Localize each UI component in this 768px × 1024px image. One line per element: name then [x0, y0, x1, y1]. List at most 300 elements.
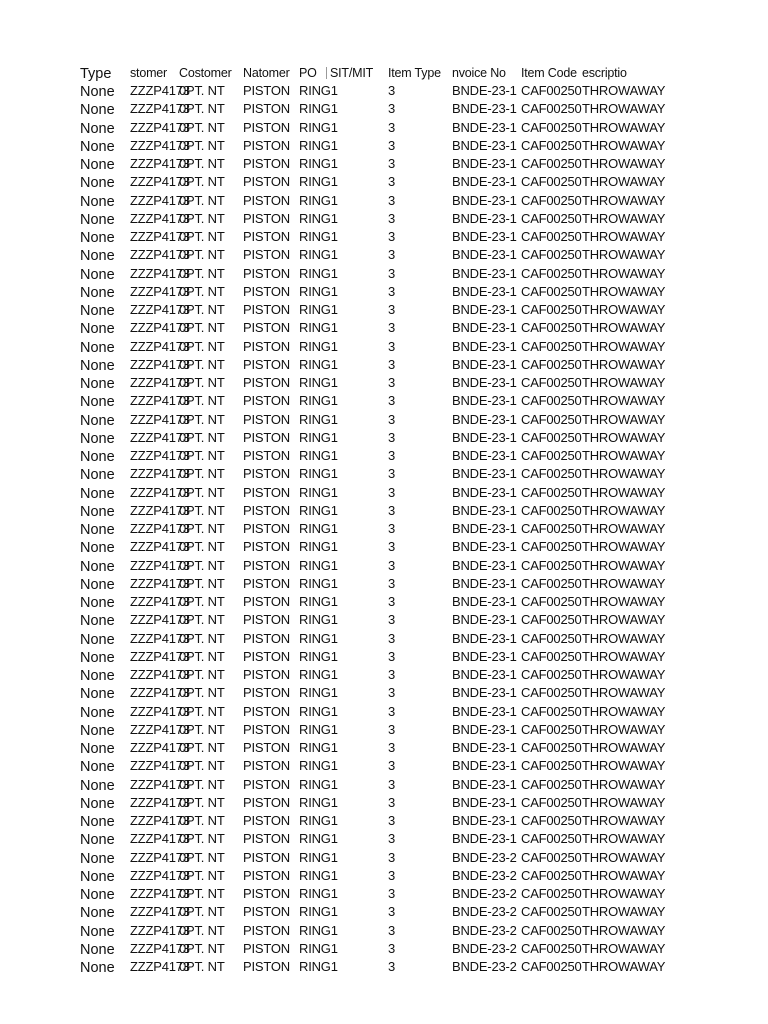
cell-name: PISTON — [243, 630, 290, 646]
cell-customer: ZZZP4173 — [130, 940, 190, 956]
cell-item-code: CAF00250 — [521, 849, 582, 865]
cell-invoice-no: BNDE-23-1 — [452, 539, 517, 555]
cell-po: RING1 — [299, 283, 338, 299]
cell-customer-2: 0PT. NT — [179, 429, 225, 445]
cell-item-type: 3 — [388, 302, 396, 317]
cell-type: None — [80, 814, 115, 830]
cell-item-type: 3 — [388, 375, 396, 390]
cell-type: None — [80, 394, 115, 411]
table-row — [0, 301, 768, 319]
cell-customer-2: 0PT. NT — [179, 940, 225, 956]
cell-sit-mit — [330, 630, 388, 648]
cell-item-type: 3 — [388, 721, 396, 737]
cell-sit-mit — [330, 648, 388, 666]
table-row — [0, 210, 768, 228]
cell-name: PISTON — [243, 904, 290, 920]
cell-sit-mit — [330, 867, 388, 885]
cell-name: PISTON — [243, 411, 290, 427]
cell-po: RING1 — [299, 758, 338, 774]
cell-item-code: CAF00250 — [521, 813, 582, 828]
cell-item-type: 3 — [388, 101, 396, 117]
table-row — [0, 484, 768, 502]
cell-customer-2: 0PT. NT — [179, 849, 225, 865]
cell-customer-2: 0PT. NT — [179, 521, 225, 536]
cell-item-type: 3 — [388, 940, 396, 956]
cell-item-code: CAF00250 — [521, 484, 582, 500]
cell-item-type: 3 — [388, 776, 396, 792]
cell-item-code: CAF00250 — [521, 940, 582, 956]
table-row — [0, 739, 768, 757]
cell-name: PISTON — [243, 721, 290, 737]
cell-item-type: 3 — [388, 849, 396, 865]
cell-description: THROWAWAY — [582, 502, 666, 518]
cell-item-type: 3 — [388, 594, 396, 609]
cell-invoice-no: BNDE-23-1 — [452, 575, 517, 591]
cell-name: PISTON — [243, 338, 290, 354]
cell-item-code: CAF00250 — [521, 758, 582, 774]
header-customer: stomer — [130, 66, 168, 80]
cell-customer: ZZZP4173 — [130, 119, 190, 135]
cell-customer: ZZZP4173 — [130, 648, 190, 664]
cell-item-type: 3 — [388, 502, 396, 518]
table-row — [0, 374, 768, 392]
cell-description: THROWAWAY — [582, 904, 666, 920]
cell-customer: ZZZP4173 — [130, 758, 190, 774]
cell-customer-2: 0PT. NT — [179, 393, 225, 409]
table-row — [0, 319, 768, 337]
cell-customer-2: 0PT. NT — [179, 813, 225, 828]
cell-name: PISTON — [243, 703, 290, 719]
cell-description: THROWAWAY — [582, 813, 666, 828]
cell-customer-2: 0PT. NT — [179, 119, 225, 135]
cell-item-type: 3 — [388, 539, 396, 555]
cell-invoice-no: BNDE-23-1 — [452, 283, 517, 299]
cell-type: None — [80, 412, 115, 429]
cell-customer: ZZZP4173 — [130, 229, 190, 244]
cell-item-type: 3 — [388, 922, 396, 938]
cell-sit-mit — [330, 885, 388, 903]
cell-customer: ZZZP4173 — [130, 904, 190, 920]
cell-item-code: CAF00250 — [521, 776, 582, 792]
cell-invoice-no: BNDE-23-1 — [452, 119, 517, 135]
cell-customer: ZZZP4173 — [130, 721, 190, 737]
cell-name: PISTON — [243, 612, 290, 628]
cell-customer: ZZZP4173 — [130, 667, 190, 682]
table-row — [0, 666, 768, 684]
header-description: escriptio — [582, 66, 627, 80]
table-row — [0, 593, 768, 611]
cell-description: THROWAWAY — [582, 393, 666, 409]
cell-po: RING1 — [299, 849, 338, 865]
table-row — [0, 502, 768, 520]
cell-customer-2: 0PT. NT — [179, 648, 225, 664]
table-row — [0, 958, 768, 976]
cell-name: PISTON — [243, 575, 290, 591]
cell-customer: ZZZP4173 — [130, 703, 190, 719]
cell-item-code: CAF00250 — [521, 539, 582, 555]
cell-po: RING1 — [299, 502, 338, 518]
cell-sit-mit — [330, 684, 388, 702]
cell-po: RING1 — [299, 813, 338, 828]
cell-invoice-no: BNDE-23-1 — [452, 721, 517, 737]
cell-type: None — [80, 868, 115, 885]
cell-type: None — [80, 467, 115, 484]
cell-item-type: 3 — [388, 429, 396, 445]
cell-invoice-no: BNDE-23-1 — [452, 667, 517, 682]
cell-sit-mit — [330, 703, 388, 721]
cell-type: None — [80, 211, 115, 228]
table-row — [0, 611, 768, 629]
cell-customer: ZZZP4173 — [130, 776, 190, 792]
cell-customer: ZZZP4173 — [130, 502, 190, 518]
cell-item-type: 3 — [388, 137, 396, 153]
cell-customer-2: 0PT. NT — [179, 137, 225, 153]
cell-name: PISTON — [243, 922, 290, 938]
cell-sit-mit — [330, 520, 388, 538]
cell-invoice-no: BNDE-23-1 — [452, 338, 517, 354]
table-row — [0, 356, 768, 374]
cell-customer: ZZZP4173 — [130, 411, 190, 427]
cell-po: RING1 — [299, 83, 338, 98]
table-row — [0, 703, 768, 721]
cell-invoice-no: BNDE-23-1 — [452, 393, 517, 409]
cell-po: RING1 — [299, 685, 338, 701]
cell-type: None — [80, 887, 115, 903]
cell-sit-mit — [330, 392, 388, 410]
cell-name: PISTON — [243, 283, 290, 299]
cell-invoice-no: BNDE-23-2 — [452, 904, 517, 920]
cell-description: THROWAWAY — [582, 338, 666, 354]
cell-po: RING1 — [299, 539, 338, 555]
cell-customer-2: 0PT. NT — [179, 539, 225, 555]
cell-name: PISTON — [243, 667, 290, 682]
cell-customer: ZZZP4173 — [130, 557, 190, 573]
cell-description: THROWAWAY — [582, 466, 666, 482]
table-row — [0, 922, 768, 940]
cell-description: THROWAWAY — [582, 119, 666, 135]
cell-invoice-no: BNDE-23-1 — [452, 776, 517, 792]
cell-customer: ZZZP4173 — [130, 612, 190, 628]
cell-customer: ZZZP4173 — [130, 320, 190, 336]
cell-item-code: CAF00250 — [521, 375, 582, 390]
cell-customer: ZZZP4173 — [130, 302, 190, 317]
cell-invoice-no: BNDE-23-1 — [452, 758, 517, 774]
cell-description: THROWAWAY — [582, 83, 666, 98]
cell-description: THROWAWAY — [582, 210, 666, 226]
cell-type: None — [80, 905, 115, 922]
cell-name: PISTON — [243, 685, 290, 701]
cell-name: PISTON — [243, 174, 290, 190]
header-item-code: Item Code — [521, 66, 577, 80]
cell-item-code: CAF00250 — [521, 612, 582, 628]
cell-description: THROWAWAY — [582, 794, 666, 810]
cell-customer: ZZZP4173 — [130, 521, 190, 536]
cell-name: PISTON — [243, 740, 290, 755]
cell-description: THROWAWAY — [582, 630, 666, 646]
cell-po: RING1 — [299, 740, 338, 755]
cell-invoice-no: BNDE-23-1 — [452, 831, 517, 847]
cell-customer: ZZZP4173 — [130, 247, 190, 263]
cell-po: RING1 — [299, 940, 338, 956]
cell-sit-mit — [330, 849, 388, 867]
cell-description: THROWAWAY — [582, 867, 666, 883]
cell-description: THROWAWAY — [582, 612, 666, 628]
cell-customer-2: 0PT. NT — [179, 448, 225, 463]
cell-invoice-no: BNDE-23-2 — [452, 922, 517, 938]
cell-item-type: 3 — [388, 247, 396, 263]
cell-name: PISTON — [243, 101, 290, 117]
cell-invoice-no: BNDE-23-1 — [452, 302, 517, 317]
cell-item-type: 3 — [388, 174, 396, 190]
cell-customer: ZZZP4173 — [130, 849, 190, 865]
cell-customer: ZZZP4173 — [130, 156, 190, 171]
table-row — [0, 684, 768, 702]
header-row — [0, 64, 768, 82]
cell-item-code: CAF00250 — [521, 740, 582, 755]
cell-description: THROWAWAY — [582, 776, 666, 792]
cell-name: PISTON — [243, 758, 290, 774]
cell-sit-mit — [330, 356, 388, 374]
cell-type: None — [80, 722, 115, 739]
cell-item-code: CAF00250 — [521, 466, 582, 482]
cell-customer-2: 0PT. NT — [179, 831, 225, 847]
cell-type: None — [80, 631, 115, 648]
cell-type: None — [80, 284, 115, 301]
cell-customer-2: 0PT. NT — [179, 575, 225, 591]
table-row — [0, 137, 768, 155]
header-customer-2: Costomer — [179, 66, 232, 80]
cell-type: None — [80, 376, 115, 392]
cell-sit-mit — [330, 374, 388, 392]
cell-description: THROWAWAY — [582, 648, 666, 664]
cell-customer: ZZZP4173 — [130, 283, 190, 299]
cell-description: THROWAWAY — [582, 192, 666, 208]
cell-invoice-no: BNDE-23-1 — [452, 356, 517, 372]
cell-sit-mit — [330, 465, 388, 483]
cell-type: None — [80, 704, 115, 721]
cell-name: PISTON — [243, 648, 290, 664]
cell-invoice-no: BNDE-23-1 — [452, 429, 517, 445]
cell-item-type: 3 — [388, 192, 396, 208]
cell-name: PISTON — [243, 557, 290, 573]
cell-item-type: 3 — [388, 740, 396, 755]
table-row — [0, 812, 768, 830]
cell-description: THROWAWAY — [582, 703, 666, 719]
cell-po: RING1 — [299, 320, 338, 336]
cell-invoice-no: BNDE-23-1 — [452, 229, 517, 244]
cell-po: RING1 — [299, 210, 338, 226]
header-invoice-no: nvoice No — [452, 66, 506, 80]
cell-type: None — [80, 576, 115, 593]
cell-sit-mit — [330, 411, 388, 429]
cell-invoice-no: BNDE-23-1 — [452, 703, 517, 719]
cell-invoice-no: BNDE-23-1 — [452, 521, 517, 536]
cell-description: THROWAWAY — [582, 740, 666, 755]
cell-type: None — [80, 503, 115, 520]
cell-po: RING1 — [299, 521, 338, 536]
table-row — [0, 867, 768, 885]
cell-item-code: CAF00250 — [521, 338, 582, 354]
cell-po: RING1 — [299, 411, 338, 427]
cell-name: PISTON — [243, 484, 290, 500]
cell-type: None — [80, 248, 115, 265]
cell-item-code: CAF00250 — [521, 174, 582, 190]
cell-po: RING1 — [299, 174, 338, 190]
cell-name: PISTON — [243, 448, 290, 463]
cell-customer-2: 0PT. NT — [179, 959, 225, 974]
cell-item-code: CAF00250 — [521, 703, 582, 719]
cell-invoice-no: BNDE-23-1 — [452, 83, 517, 98]
cell-description: THROWAWAY — [582, 831, 666, 847]
cell-item-code: CAF00250 — [521, 721, 582, 737]
cell-type: None — [80, 339, 115, 356]
cell-type: None — [80, 157, 115, 173]
cell-invoice-no: BNDE-23-1 — [452, 375, 517, 390]
cell-type: None — [80, 795, 115, 812]
cell-sit-mit — [330, 794, 388, 812]
cell-sit-mit — [330, 830, 388, 848]
cell-customer: ZZZP4173 — [130, 137, 190, 153]
cell-po: RING1 — [299, 229, 338, 244]
cell-po: RING1 — [299, 904, 338, 920]
cell-item-code: CAF00250 — [521, 575, 582, 591]
cell-item-code: CAF00250 — [521, 302, 582, 317]
cell-po: RING1 — [299, 466, 338, 482]
cell-sit-mit — [330, 429, 388, 447]
table-row — [0, 465, 768, 483]
cell-invoice-no: BNDE-23-1 — [452, 265, 517, 281]
cell-type: None — [80, 230, 115, 246]
cell-invoice-no: BNDE-23-1 — [452, 192, 517, 208]
cell-customer-2: 0PT. NT — [179, 740, 225, 755]
cell-customer-2: 0PT. NT — [179, 411, 225, 427]
cell-item-type: 3 — [388, 959, 396, 974]
cell-customer-2: 0PT. NT — [179, 922, 225, 938]
cell-item-type: 3 — [388, 448, 396, 463]
cell-customer: ZZZP4173 — [130, 539, 190, 555]
cell-sit-mit — [330, 301, 388, 319]
cell-description: THROWAWAY — [582, 375, 666, 390]
table-row — [0, 228, 768, 246]
header-sit-mit: SIT/MIT — [330, 66, 374, 80]
cell-type: None — [80, 449, 115, 465]
cell-item-type: 3 — [388, 758, 396, 774]
table-row — [0, 557, 768, 575]
cell-po: RING1 — [299, 448, 338, 463]
cell-item-type: 3 — [388, 557, 396, 573]
table-row — [0, 246, 768, 264]
cell-name: PISTON — [243, 302, 290, 317]
cell-customer-2: 0PT. NT — [179, 630, 225, 646]
cell-item-code: CAF00250 — [521, 156, 582, 171]
cell-sit-mit — [330, 137, 388, 155]
cell-customer-2: 0PT. NT — [179, 703, 225, 719]
cell-item-type: 3 — [388, 265, 396, 281]
cell-po: RING1 — [299, 356, 338, 372]
table-row — [0, 757, 768, 775]
cell-customer: ZZZP4173 — [130, 959, 190, 974]
cell-item-type: 3 — [388, 356, 396, 372]
cell-description: THROWAWAY — [582, 448, 666, 463]
cell-description: THROWAWAY — [582, 229, 666, 244]
cell-sit-mit — [330, 757, 388, 775]
cell-invoice-no: BNDE-23-1 — [452, 612, 517, 628]
header-name: Natomer — [243, 66, 290, 80]
cell-item-type: 3 — [388, 685, 396, 701]
cell-invoice-no: BNDE-23-1 — [452, 484, 517, 500]
cell-invoice-no: BNDE-23-1 — [452, 156, 517, 171]
cell-item-code: CAF00250 — [521, 265, 582, 281]
cell-customer-2: 0PT. NT — [179, 210, 225, 226]
cell-customer-2: 0PT. NT — [179, 356, 225, 372]
cell-description: THROWAWAY — [582, 721, 666, 737]
cell-name: PISTON — [243, 849, 290, 865]
cell-sit-mit — [330, 265, 388, 283]
table-row — [0, 940, 768, 958]
cell-sit-mit — [330, 338, 388, 356]
cell-po: RING1 — [299, 794, 338, 810]
cell-type: None — [80, 102, 115, 119]
cell-description: THROWAWAY — [582, 356, 666, 372]
cell-item-type: 3 — [388, 831, 396, 847]
cell-item-type: 3 — [388, 283, 396, 299]
cell-po: RING1 — [299, 648, 338, 664]
cell-customer-2: 0PT. NT — [179, 283, 225, 299]
cell-sit-mit — [330, 776, 388, 794]
cell-name: PISTON — [243, 794, 290, 810]
cell-sit-mit — [330, 593, 388, 611]
cell-name: PISTON — [243, 959, 290, 974]
cell-item-code: CAF00250 — [521, 448, 582, 463]
table-row — [0, 776, 768, 794]
cell-item-type: 3 — [388, 156, 396, 171]
cell-invoice-no: BNDE-23-1 — [452, 448, 517, 463]
cell-item-code: CAF00250 — [521, 411, 582, 427]
cell-item-code: CAF00250 — [521, 247, 582, 263]
cell-customer: ZZZP4173 — [130, 594, 190, 609]
cell-type: None — [80, 613, 115, 630]
cell-name: PISTON — [243, 429, 290, 445]
cell-item-type: 3 — [388, 703, 396, 719]
cell-po: RING1 — [299, 612, 338, 628]
cell-name: PISTON — [243, 393, 290, 409]
cell-name: PISTON — [243, 192, 290, 208]
table-row — [0, 155, 768, 173]
cell-sit-mit — [330, 958, 388, 976]
cell-description: THROWAWAY — [582, 685, 666, 701]
cell-po: RING1 — [299, 594, 338, 609]
table-row — [0, 392, 768, 410]
cell-item-code: CAF00250 — [521, 922, 582, 938]
cell-item-type: 3 — [388, 794, 396, 810]
cell-item-type: 3 — [388, 630, 396, 646]
cell-po: RING1 — [299, 886, 338, 901]
cell-customer-2: 0PT. NT — [179, 466, 225, 482]
cell-po: RING1 — [299, 101, 338, 117]
cell-customer: ZZZP4173 — [130, 429, 190, 445]
cell-customer-2: 0PT. NT — [179, 594, 225, 609]
cell-item-type: 3 — [388, 83, 396, 98]
cell-sit-mit — [330, 119, 388, 137]
cell-name: PISTON — [243, 247, 290, 263]
cell-po: RING1 — [299, 156, 338, 171]
cell-invoice-no: BNDE-23-1 — [452, 320, 517, 336]
cell-name: PISTON — [243, 813, 290, 828]
cell-type: None — [80, 266, 115, 283]
cell-description: THROWAWAY — [582, 557, 666, 573]
cell-sit-mit — [330, 155, 388, 173]
cell-name: PISTON — [243, 320, 290, 336]
